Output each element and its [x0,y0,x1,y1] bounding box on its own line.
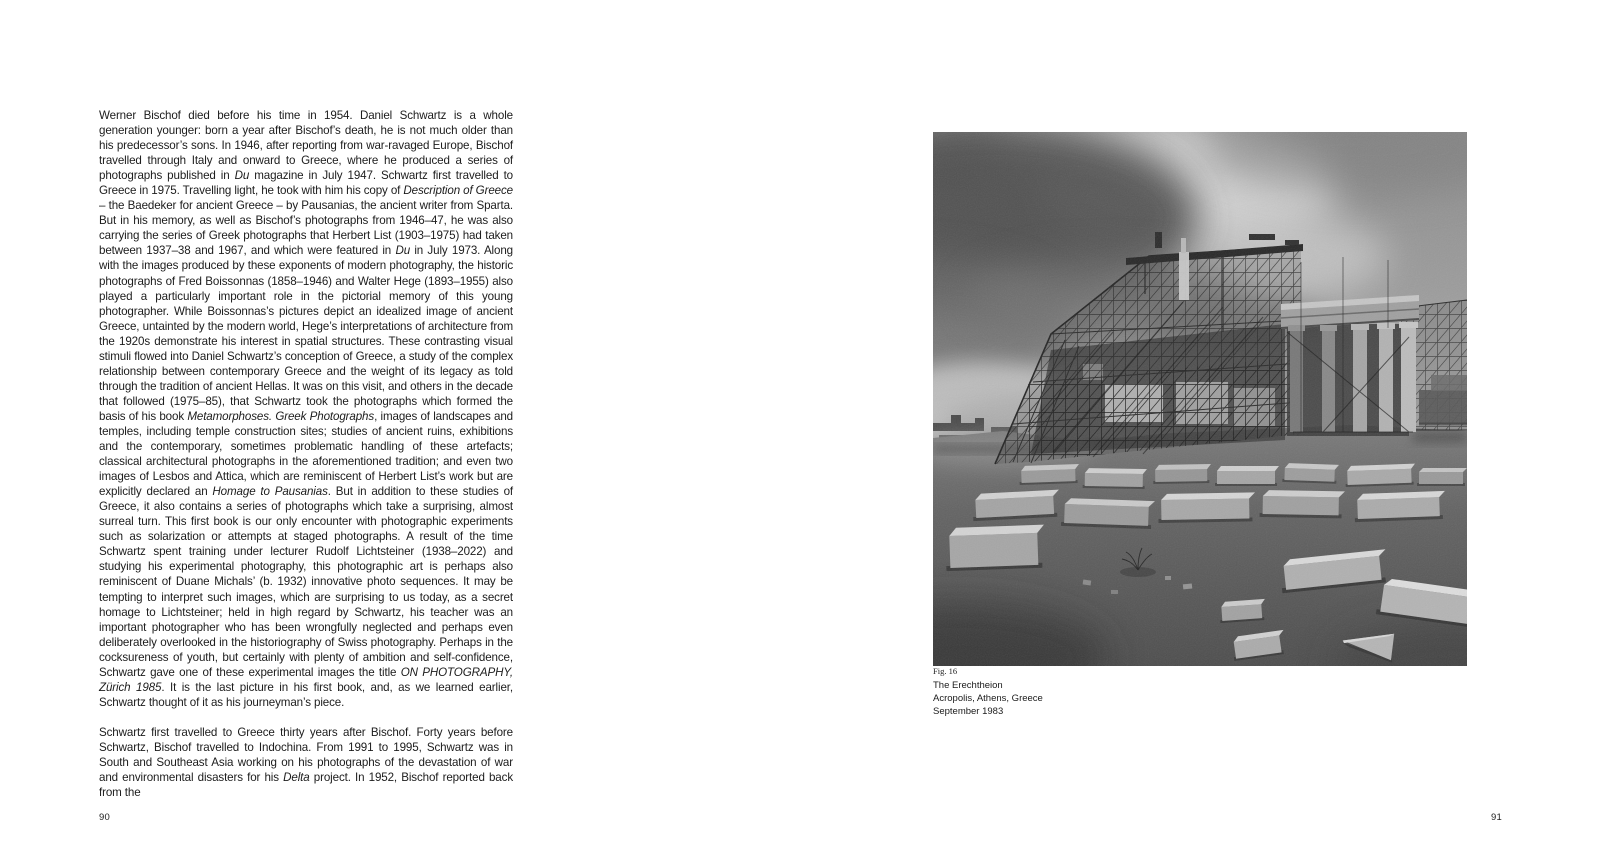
page-number-right: 91 [1491,812,1502,823]
body-text [99,108,513,800]
film-grain [933,132,1467,666]
caption-lines [933,680,1043,718]
caption-line: Acropolis, Athens, Greece [933,692,1043,704]
figure-label: Fig. 16 [933,666,958,676]
paragraph: Werner Bischof died before his time in 1954. Daniel Schwartz is a whole generation younger: born a year after Bischof’s death, he is not much older than his predecessor’s sons. In 1946, after reporting from war-ravaged Europe, Bischof travelled through Italy and onward to Greece, where he produced a series of photographs published in Du magazine in July 1947. Schwartz first travelled to Greece in 1975. Travelling light, he took with him his copy of Description of Greece – the Baedeker for ancient Greece – by Pausanias, the ancient writer from Sparta. But in his memory, as well as Bischof’s photographs from 1946–47, he was also carrying the series of Greek photographs that Herbert List (1903–1975) had taken between 1937–38 and 1967, and which were featured in Du in July 1973. Along with the images produced by these exponents of modern photography, the historic photographs of Fred Boissonnas (1858–1946) and Walter Hege (1893–1955) also played a particularly important role in the pictorial memory of this young photographer. While Boissonnas’s pictures depict an idealized image of ancient Greece, untainted by the modern world, Hege’s interpretations of architecture from the 1920s demonstrate his interest in spatial structures. These contrasting visual stimuli flowed into Daniel Schwartz’s conception of Greece, a study of the complex relationship between contemporary Greece and the weight of its legacy as told through the tradition of ancient Hellas. It was on this visit, and others in the decade that followed (1975–85), that Schwartz took the photographs which formed the basis of his book Metamorphoses. Greek Photographs, images of landscapes and temples, including temple construction sites; studies of ancient ruins, exhibitions and the contemporary, sometimes problematic handling of these artefacts; classical architectural photographs in the aforementioned tradition; and even two images of Lesbos and Attica, which are reminiscent of Herbert List’s work but are explicitly declared an Homage to Pausanias. But in addition to these studies of Greece, it also contains a series of photographs which take a surprising, almost surreal turn. This first book is our only encounter with photographic experiments such as solarization or attempts at staged photographs. A result of the time Schwartz spent training under lecturer Rudolf Lichtsteiner (1938–2022) and studying his experimental photography, this photographic art is perhaps also reminiscent of Duane Michals’ (b. 1932) innovative photo sequences. It may be tempting to interpret such images, which are surprising to us today, as a secret homage to Lichtsteiner; held in high regard by Schwartz, his teacher was an important photographer who has been wrongfully neglected and perhaps even deliberately overlooked in the historiography of Swiss photography. Perhaps in the cocksureness of youth, but certainly with plenty of ambition and self-confidence, Schwartz gave one of these experimental images the title ON PHOTOGRAPHY, Zürich 1985. It is the last picture in his first book, and, as we learned earlier, Schwartz thought of it as his journeyman’s piece. [99,109,514,709]
caption-line: The Erechtheion [933,680,1003,691]
paragraph: Schwartz first travelled to Greece thirty years after Bischof. Forty years before Schwartz, Bischof travelled to Indochina. From 1991 to 1995, Schwartz was in South and Southeast Asia working on his photographs of the devastation of war and environmental disasters for his Delta project. In 1952, Bischof reported back from the [99,725,513,800]
photo-illustration [933,132,1467,666]
erechtheion-photograph [933,132,1467,666]
page-number-left: 90 [99,812,110,823]
figure-caption [933,666,1043,718]
caption-line: September 1983 [933,705,1004,717]
